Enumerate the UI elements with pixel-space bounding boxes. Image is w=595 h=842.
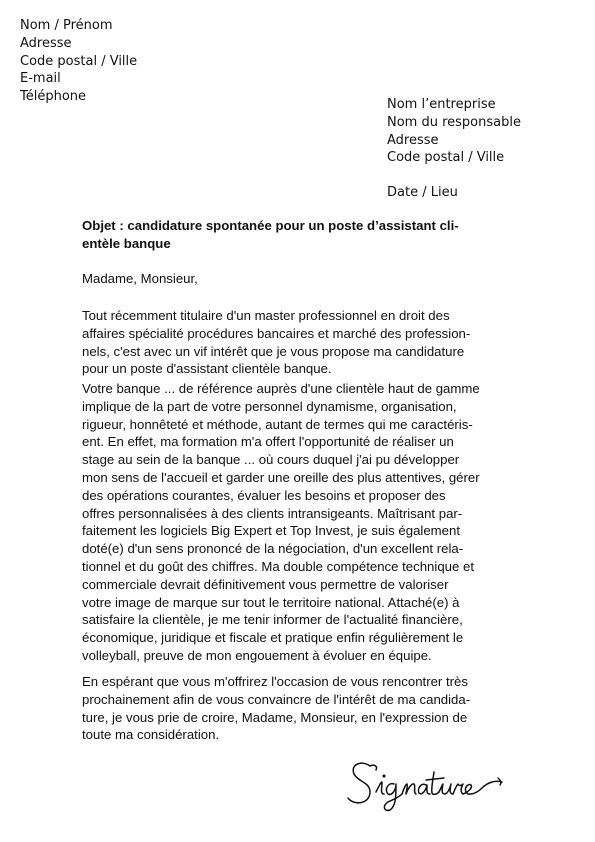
paragraph-line: stage au sein de la banque ... où cours duquel j'ai pu développer [82, 452, 460, 468]
paragraph-line: des opérations courantes, évaluer les besoins et proposer des [82, 487, 446, 503]
paragraph-line: toute ma considération. [82, 727, 220, 743]
paragraph-line: commerciale devrait définitivement vous permettre de valoriser [82, 576, 449, 592]
recipient-postal-city: Code postal / Ville [387, 150, 505, 166]
sender-address: Adresse [20, 35, 72, 51]
paragraph-line: ture, je vous prie de croire, Madame, Monsieur, en l'expression de [82, 709, 468, 725]
paragraph-line: offres personnalisées à des clients intransigeants. Maîtrisant par- [82, 505, 463, 521]
paragraph-line: tionnel et du goût des chiffres. Ma double compétence technique et [82, 558, 474, 574]
sender-postal-city: Code postal / Ville [20, 53, 138, 69]
paragraph-closing [82, 673, 470, 744]
recipient-company: Nom l’entreprise [387, 97, 496, 112]
letter-subject [82, 217, 502, 253]
date-place: Date / Lieu [387, 185, 458, 200]
sender-phone: Téléphone [20, 89, 87, 105]
paragraph-line: économique, juridique et fiscale et pratique enfin régulièrement le [82, 630, 464, 646]
recipient-manager: Nom du responsable [387, 114, 521, 130]
paragraph-line: Tout récemment titulaire d'un master professionnel en droit des [82, 308, 450, 323]
paragraph-line: nels, c'est avec un vif intérêt que je vous propose ma candidature [82, 343, 465, 359]
recipient-block [387, 96, 521, 167]
paragraph-line: pour un poste d'assistant clientèle banque. [82, 361, 332, 377]
paragraph-intro [82, 307, 470, 378]
sender-email: E-mail [20, 71, 61, 87]
paragraph-line: doté(e) d'un sens prononcé de la négociation, d'un excellent rela- [82, 541, 464, 557]
paragraph-line: En espérant que vous m'offrirez l'occasion de vous rencontrer très [82, 674, 468, 689]
paragraph-line: votre image de marque sur tout le territoire national. Attaché(e) à [82, 594, 460, 610]
subject-line: Objet : candidature spontanée pour un poste d’assistant cli- [82, 218, 459, 233]
paragraph-line: mon sens de l'accueil et garder une oreille des plus attentives, gérer [82, 469, 480, 485]
paragraph-body [82, 380, 480, 665]
paragraph-line: Votre banque ... de référence auprès d'une clientèle haut de gamme [82, 381, 480, 396]
salutation: Madame, Monsieur, [82, 271, 198, 286]
sender-name: Nom / Prénom [20, 18, 113, 33]
sender-block [20, 17, 137, 106]
paragraph-line: ent. En effet, ma formation m'a offert l'opportunité de réaliser un [82, 434, 454, 450]
paragraph-line: rigueur, honnêteté et méthode, autant de termes qui me caractéris- [82, 416, 473, 432]
paragraph-line: volleyball, preuve de mon engouement à évoluer en équipe. [82, 647, 432, 663]
subject-line: entèle banque [82, 236, 171, 251]
paragraph-line: satisfaire la clientèle, je me tenir informer de l'actualité financière, [82, 612, 463, 628]
paragraph-line: prochainement afin de vous convaincre de l'intérêt de ma candida- [82, 691, 471, 707]
paragraph-line: affaires spécialité procédures bancaires et marché des profession- [82, 325, 471, 341]
paragraph-line: implique de la part de votre personnel dynamisme, organisation, [82, 398, 457, 414]
recipient-address: Adresse [387, 132, 439, 148]
handwritten-signature [340, 752, 510, 814]
paragraph-line: faitement les logiciels Big Expert et Top Invest, je suis également [82, 523, 460, 539]
